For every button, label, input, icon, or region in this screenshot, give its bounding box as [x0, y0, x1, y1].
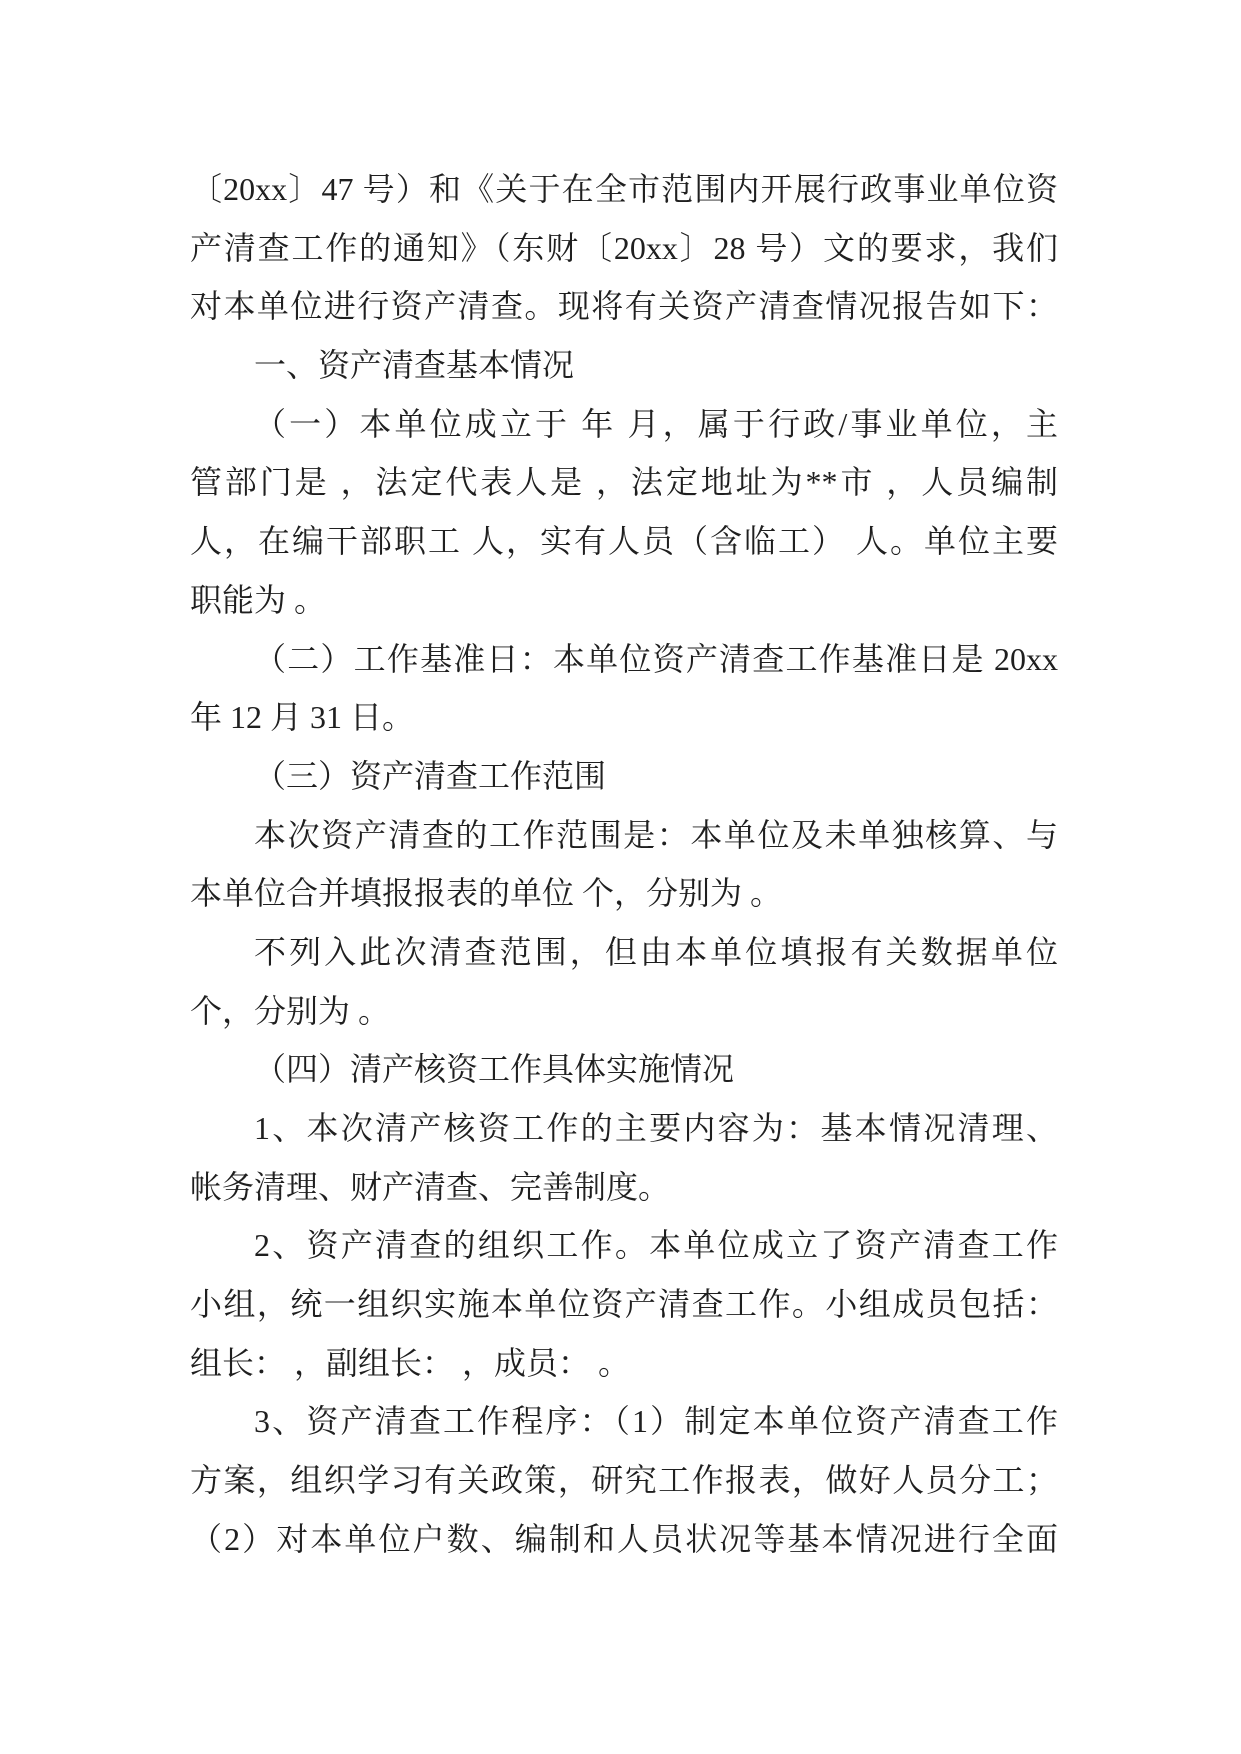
text-line: 组长： ，副组长： ，成员： 。: [190, 1344, 631, 1381]
text-line: 方案，组织学习有关政策，研究工作报表，做好人员分工；: [190, 1462, 1058, 1499]
paragraph-unit-info: [190, 395, 1058, 630]
text-line: 1、本次清产核资工作的主要内容为：基本情况清理、: [254, 1110, 1058, 1146]
text-line: 本单位合并填报报表的单位 个，分别为 。: [190, 875, 783, 912]
document-body: [190, 160, 1058, 1569]
section-heading: 一、资产清查基本情况: [254, 347, 575, 384]
text-line: 个，分别为 。: [190, 992, 391, 1029]
section-heading-basic-situation: [190, 336, 1058, 395]
text-line: 3、资产清查工作程序：（1）制定本单位资产清查工作: [254, 1403, 1058, 1440]
text-line: 〔20xx〕47 号）和《关于在全市范围内开展行政事业单位资: [190, 171, 1058, 207]
text-line: 帐务清理、财产清查、完善制度。: [190, 1168, 671, 1205]
text-line: 小组，统一组织实施本单位资产清查工作。小组成员包括：: [190, 1286, 1058, 1323]
paragraph-excluded-units: [190, 923, 1058, 1040]
text-line: 职能为 。: [190, 581, 327, 618]
subsection-heading: （三）资产清查工作范围: [254, 757, 607, 794]
text-line: （2）对本单位户数、编制和人员状况等基本情况进行全面: [190, 1520, 1058, 1557]
text-line: 2、资产清查的组织工作。本单位成立了资产清查工作: [254, 1227, 1058, 1264]
subsection-heading: （四）清产核资工作具体实施情况: [254, 1051, 735, 1088]
paragraph-procedure: [190, 1392, 1058, 1568]
text-line: （二）工作基准日：本单位资产清查工作基准日是 20xx: [254, 640, 1058, 677]
paragraph-scope: [190, 806, 1058, 923]
text-line: 本次资产清查的工作范围是：本单位及未单独核算、与: [254, 816, 1058, 853]
text-line: 年 12 月 31 日。: [190, 699, 415, 736]
text-line: 管部门是 ，法定代表人是 ，法定地址为**市 ，人员编制: [190, 464, 1058, 501]
text-line: （一）本单位成立于 年 月，属于行政/事业单位，主: [254, 405, 1058, 442]
paragraph-organization: [190, 1216, 1058, 1392]
text-line: 不列入此次清查范围，但由本单位填报有关数据单位: [254, 933, 1058, 970]
paragraph-intro-continued: [190, 160, 1058, 336]
text-line: 产清查工作的通知》（东财〔20xx〕28 号）文的要求，我们: [190, 229, 1058, 266]
text-line: 对本单位进行资产清查。现将有关资产清查情况报告如下：: [190, 288, 1058, 325]
subheading-scope: [190, 747, 1058, 806]
paragraph-base-date: [190, 630, 1058, 747]
subheading-implementation: [190, 1040, 1058, 1099]
text-line: 人，在编干部职工 人，实有人员（含临工） 人。单位主要: [190, 523, 1058, 560]
paragraph-main-content: [190, 1099, 1058, 1216]
